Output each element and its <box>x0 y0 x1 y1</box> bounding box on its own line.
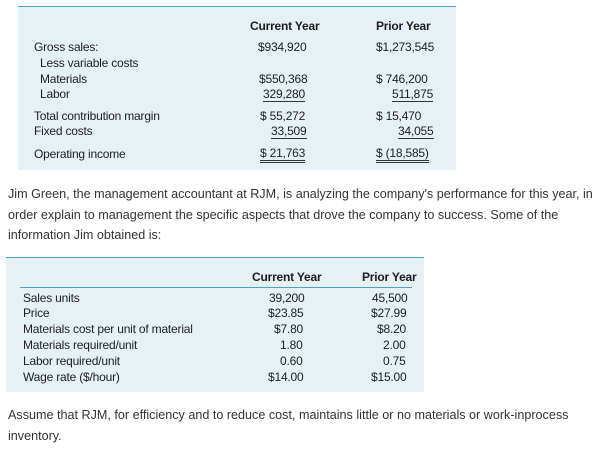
cell-materials-required-prior: 2.00 <box>383 338 406 352</box>
header-divider <box>20 287 412 288</box>
row-label-gross-sales: Gross sales: <box>34 40 99 54</box>
row-label-wage-rate: Wage rate ($/hour) <box>23 370 120 384</box>
cell-sales-units-prior: 45,500 <box>372 291 408 305</box>
cell-price-prior: $27.99 <box>371 306 407 320</box>
cell-wage-rate-prior: $15.00 <box>371 370 407 384</box>
header-current-year: Current Year <box>250 19 320 33</box>
cell-labor-prior: 511,875 <box>392 87 434 101</box>
header-prior-year: Prior Year <box>362 270 417 284</box>
cell-contribution-current: $ 55,272 <box>260 109 306 123</box>
income-statement-table <box>18 6 456 170</box>
cell-wage-rate-current: $14.00 <box>268 370 304 384</box>
row-label-fixed-costs: Fixed costs <box>34 124 93 138</box>
row-label-materials-cost: Materials cost per unit of material <box>23 322 193 336</box>
cell-gross-sales-prior: $1,273,545 <box>376 40 435 54</box>
cell-materials-prior: $ 746,200 <box>376 72 428 86</box>
row-label-price: Price <box>23 306 50 320</box>
assumption-paragraph: Assume that RJM, for efficiency and to reduce cost, maintains little or no materials or work-inprocess inventory. <box>8 408 569 443</box>
row-label-materials-required: Materials required/unit <box>23 338 138 352</box>
cell-operating-income-prior: $ (18,585) <box>376 146 429 163</box>
cell-materials-current: $550,368 <box>259 72 308 86</box>
intro-paragraph: Jim Green, the management accountant at RJM, is analyzing the company's performance for this year, in order explain to management the specific aspects that drove the company to success. Some of the information Jim obtained is: <box>8 187 593 242</box>
cell-fixed-costs-prior: 34,055 <box>398 124 434 138</box>
cell-contribution-prior: $ 15,470 <box>376 109 422 123</box>
cell-gross-sales-current: $934,920 <box>258 40 307 54</box>
row-label-labor: Labor <box>40 87 70 101</box>
header-prior-year: Prior Year <box>376 19 431 33</box>
operating-data-table <box>6 257 424 392</box>
row-label-materials: Materials <box>40 72 87 86</box>
cell-sales-units-current: 39,200 <box>269 291 305 305</box>
row-label-operating-income: Operating income <box>34 147 126 161</box>
cell-price-current: $23.85 <box>268 306 304 320</box>
cell-materials-required-current: 1.80 <box>280 338 303 352</box>
cell-labor-required-prior: 0.75 <box>383 354 406 368</box>
row-label-labor-required: Labor required/unit <box>23 354 120 368</box>
header-current-year: Current Year <box>252 270 322 284</box>
row-label-sales-units: Sales units <box>23 291 80 305</box>
cell-fixed-costs-current: 33,509 <box>271 124 307 138</box>
row-label-less-variable-costs: Less variable costs <box>40 56 139 70</box>
cell-materials-cost-current: $7.80 <box>274 322 304 336</box>
cell-operating-income-current: $ 21,763 <box>260 146 305 163</box>
cell-materials-cost-prior: $8.20 <box>377 322 407 336</box>
row-label-total-contribution-margin: Total contribution margin <box>34 109 160 123</box>
cell-labor-current: 329,280 <box>263 87 305 101</box>
cell-labor-required-current: 0.60 <box>280 354 303 368</box>
